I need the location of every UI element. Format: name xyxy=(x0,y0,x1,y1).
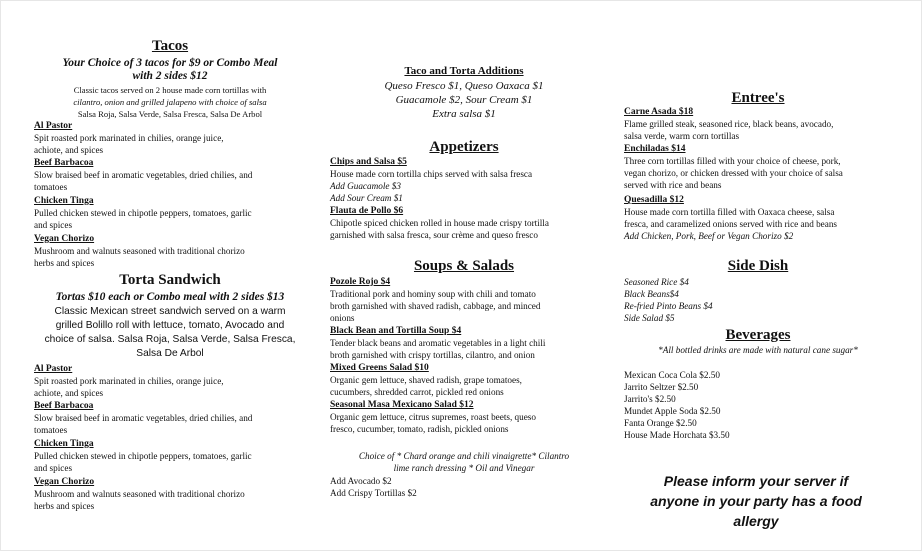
soup-item-name: Pozole Rojo $4 xyxy=(330,277,391,287)
entree-item-desc: vegan chorizo, or chicken dressed with your choice of salsa xyxy=(624,168,843,178)
entree-item-desc: salsa verde, warm corn tortillas xyxy=(624,131,740,141)
side-item: Black Beans$4 xyxy=(624,289,679,299)
taco-item-name: Al Pastor xyxy=(34,121,73,131)
beverage-item: Fanta Orange $2.50 xyxy=(624,418,697,428)
taco-item-desc: Spit roasted pork marinated in chilies, orange juice, xyxy=(34,133,224,143)
tacos-offer-line-2: with 2 sides $12 xyxy=(132,70,208,82)
beverage-item: Mundet Apple Soda $2.50 xyxy=(624,406,721,416)
torta-item-desc: Mushroom and walnuts seasoned with traditional chorizo xyxy=(34,489,245,499)
soup-item-name: Seasonal Masa Mexicano Salad $12 xyxy=(330,400,474,410)
additions-line-1: Queso Fresco $1, Queso Oaxaca $1 xyxy=(384,80,544,92)
soup-item-desc: Organic gem lettuce, citrus supremes, roast beets, queso xyxy=(330,412,536,422)
soup-item-desc: Organic gem lettuce, shaved radish, grape tomatoes, xyxy=(330,375,522,385)
torta-desc-line-1: Classic Mexican street sandwich served on a warm xyxy=(54,306,286,317)
entree-item-name: Enchiladas $14 xyxy=(624,144,686,154)
taco-item-name: Beef Barbacoa xyxy=(34,158,94,168)
allergy-notice-line-2: anyone in your party has a food xyxy=(650,493,862,509)
salad-add-on: Add Crispy Tortillas $2 xyxy=(330,488,417,498)
dressing-choice-line-1: Choice of * Chard orange and chili vinaigrette* Cilantro xyxy=(358,451,570,461)
torta-item-name: Chicken Tinga xyxy=(34,439,94,449)
torta-desc-line-4: Salsa De Arbol xyxy=(136,348,204,359)
appetizer-add-on: Add Guacamole $3 xyxy=(330,181,401,191)
torta-heading: Torta Sandwich xyxy=(119,272,221,288)
soup-item-desc: Tender black beans and aromatic vegetables in a light chili xyxy=(330,338,546,348)
soup-item-name: Black Bean and Tortilla Soup $4 xyxy=(330,326,462,336)
entree-item-name: Carne Asada $18 xyxy=(624,107,694,117)
entree-add-on: Add Chicken, Pork, Beef or Vegan Chorizo $2 xyxy=(624,231,794,241)
additions-line-3: Extra salsa $1 xyxy=(432,108,496,120)
entree-item-name: Quesadilla $12 xyxy=(624,195,684,205)
appetizer-item-desc: garnished with salsa fresca, sour crème and queso fresco xyxy=(330,230,538,240)
taco-item-desc: tomatoes xyxy=(34,182,68,192)
beverage-item: House Made Horchata $3.50 xyxy=(624,430,730,440)
entree-item-desc: Three corn tortillas filled with your choice of cheese, pork, xyxy=(624,156,841,166)
soup-item-desc: fresco, cucumber, tomato, radish, pickled onions xyxy=(330,424,509,434)
soup-item-name: Mixed Greens Salad $10 xyxy=(330,363,429,373)
appetizer-item-name: Flauta de Pollo $6 xyxy=(330,206,404,216)
soup-item-desc: Traditional pork and hominy soup with chili and tomato xyxy=(330,289,536,299)
taco-item-desc: Mushroom and walnuts seasoned with traditional chorizo xyxy=(34,246,245,256)
torta-item-desc: herbs and spices xyxy=(34,501,95,511)
entree-item-desc: Flame grilled steak, seasoned rice, black beans, avocado, xyxy=(624,119,834,129)
torta-item-desc: and spices xyxy=(34,463,73,473)
beverage-item: Jarrito's $2.50 xyxy=(624,394,676,404)
tacos-note-line-3: Salsa Roja, Salsa Verde, Salsa Fresca, Salsa De Arbol xyxy=(77,109,263,119)
torta-item-desc: tomatoes xyxy=(34,425,68,435)
taco-item-desc: Slow braised beef in aromatic vegetables, dried chilies, and xyxy=(34,170,253,180)
appetizers-heading: Appetizers xyxy=(429,139,499,155)
torta-desc-line-3: choice of salsa. Salsa Roja, Salsa Verde, Salsa Fresca, xyxy=(44,334,296,345)
sides-heading: Side Dish xyxy=(727,258,789,274)
torta-item-name: Beef Barbacoa xyxy=(34,401,94,411)
taco-item-name: Chicken Tinga xyxy=(34,196,94,206)
torta-item-name: Vegan Chorizo xyxy=(34,477,95,487)
torta-item-desc: Pulled chicken stewed in chipotle peppers, tomatoes, garlic xyxy=(34,451,252,461)
torta-item-desc: achiote, and spices xyxy=(34,388,104,398)
side-item: Side Salad $5 xyxy=(624,313,675,323)
soup-item-desc: broth garnished with crispy tortillas, cilantro, and onion xyxy=(330,350,535,360)
additions-line-2: Guacamole $2, Sour Cream $1 xyxy=(395,94,533,106)
torta-item-desc: Slow braised beef in aromatic vegetables, dried chilies, and xyxy=(34,413,253,423)
salad-add-on: Add Avocado $2 xyxy=(330,476,392,486)
entrees-heading: Entree's xyxy=(731,90,785,106)
allergy-notice-line-3: allergy xyxy=(733,513,779,529)
beverages-note: *All bottled drinks are made with natural cane sugar* xyxy=(658,345,858,355)
soup-item-desc: cucumbers, shredded carrot, pickled red onions xyxy=(330,387,504,397)
appetizer-item-name: Chips and Salsa $5 xyxy=(330,157,407,167)
beverage-item: Jarrito Seltzer $2.50 xyxy=(624,382,699,392)
torta-item-name: Al Pastor xyxy=(34,364,73,374)
torta-item-desc: Spit roasted pork marinated in chilies, orange juice, xyxy=(34,376,224,386)
entree-item-desc: served with rice and beans xyxy=(624,180,722,190)
tacos-note-line-1: Classic tacos served on 2 house made corn tortillas with xyxy=(73,85,267,95)
taco-item-desc: and spices xyxy=(34,220,73,230)
additions-heading: Taco and Torta Additions xyxy=(404,65,524,77)
soups-heading: Soups & Salads xyxy=(413,258,515,274)
entree-item-desc: fresca, and caramelized onions served with rice and beans xyxy=(624,219,838,229)
soup-item-desc: onions xyxy=(330,313,355,323)
taco-item-desc: achiote, and spices xyxy=(34,145,104,155)
beverage-item: Mexican Coca Cola $2.50 xyxy=(624,370,720,380)
beverages-heading: Beverages xyxy=(725,327,791,343)
dressing-choice-line-2: lime ranch dressing * Oil and Vinegar xyxy=(393,463,535,473)
taco-item-desc: Pulled chicken stewed in chipotle peppers, tomatoes, garlic xyxy=(34,208,252,218)
soup-item-desc: broth garnished with shaved radish, cabbage, and minced xyxy=(330,301,541,311)
side-item: Seasoned Rice $4 xyxy=(624,277,689,287)
tacos-note-line-2: cilantro, onion and grilled jalapeno with choice of salsa xyxy=(73,97,267,107)
torta-offer: Tortas $10 each or Combo meal with 2 sides $13 xyxy=(55,291,285,303)
taco-item-desc: herbs and spices xyxy=(34,258,95,268)
appetizer-add-on: Add Sour Cream $1 xyxy=(330,193,403,203)
taco-item-name: Vegan Chorizo xyxy=(34,234,95,244)
tacos-heading: Tacos xyxy=(151,38,189,54)
side-item: Re-fried Pinto Beans $4 xyxy=(624,301,713,311)
appetizer-item-desc: Chipotle spiced chicken rolled in house made crispy tortilla xyxy=(330,218,549,228)
allergy-notice-line-1: Please inform your server if xyxy=(663,473,849,489)
torta-desc-line-2: grilled Bolillo roll with lettuce, tomato, Avocado and xyxy=(55,320,285,331)
appetizer-item-desc: House made corn tortilla chips served with salsa fresca xyxy=(330,169,533,179)
entree-item-desc: House made corn tortilla filled with Oaxaca cheese, salsa xyxy=(624,207,835,217)
tacos-offer-line-1: Your Choice of 3 tacos for $9 or Combo Meal xyxy=(62,57,278,69)
